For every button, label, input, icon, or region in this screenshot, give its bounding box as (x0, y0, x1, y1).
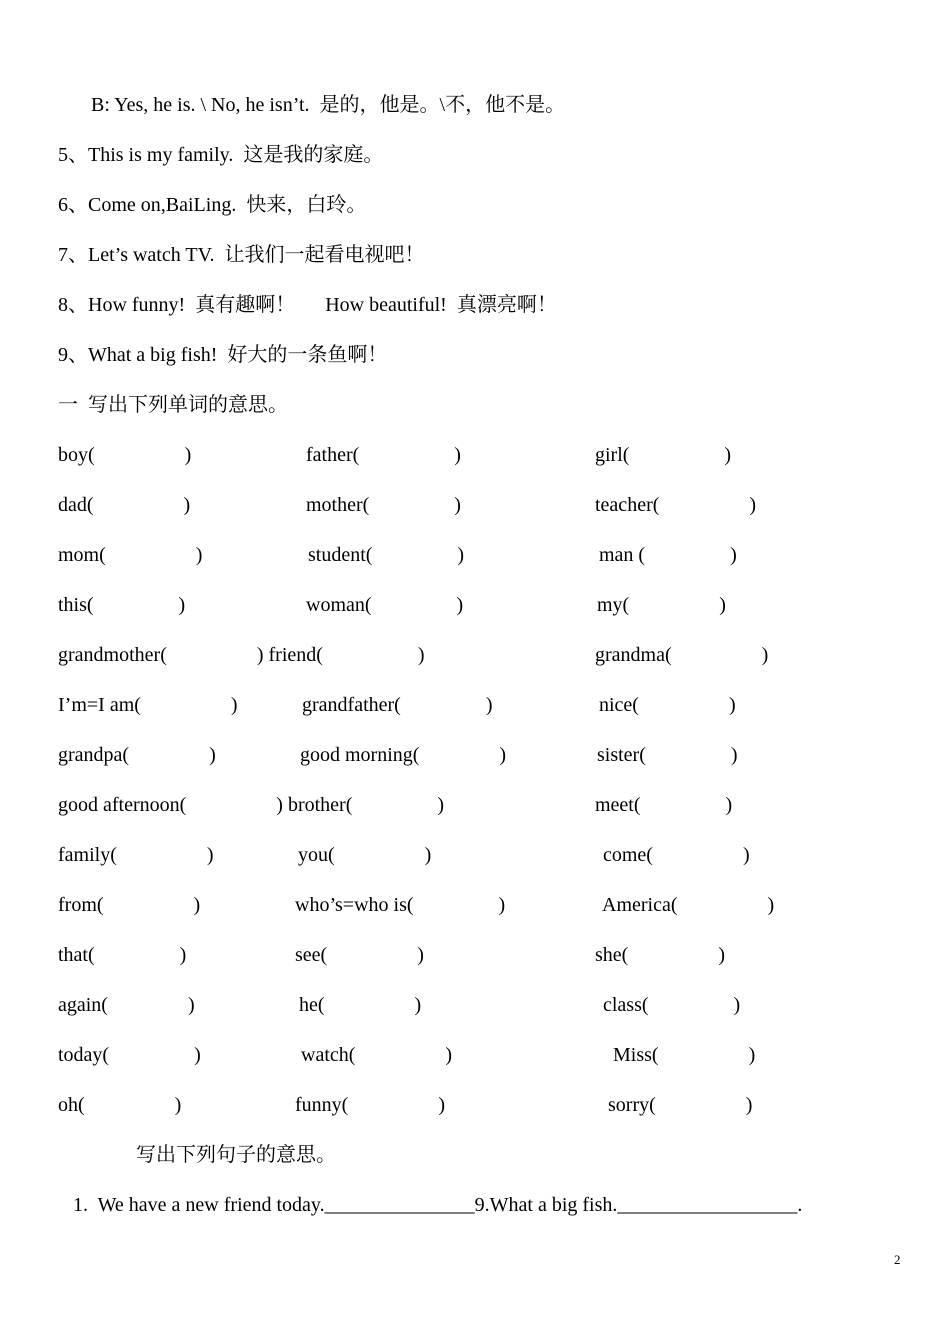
intro-line-6: 9、What a big fish! 好大的一条鱼啊！ (58, 344, 388, 366)
word-item: grandma( ) (595, 644, 769, 666)
word-item: from( ) (58, 894, 201, 916)
word-item: America( ) (602, 894, 775, 916)
word-item: teacher( ) (595, 494, 757, 516)
word-item: sorry( ) (608, 1094, 753, 1116)
word-item: you( ) (298, 844, 432, 866)
intro-line-1: B: Yes, he is. \ No, he isn’t. 是的，他是。\不，他不是。 (91, 94, 566, 116)
word-item: boy( ) (58, 444, 192, 466)
intro-line-3: 6、Come on,BaiLing. 快来，白玲。 (58, 194, 367, 216)
word-item: grandpa( ) (58, 744, 216, 766)
word-item: mom( ) (58, 544, 203, 566)
word-item: grandfather( ) (302, 694, 493, 716)
word-item: see( ) (295, 944, 424, 966)
sentence-line: 1. We have a new friend today._______________9.What a big fish.__________________. (73, 1194, 803, 1216)
word-item: student( ) (308, 544, 465, 566)
word-item: mother( ) (306, 494, 461, 516)
word-item: she( ) (595, 944, 725, 966)
word-item: father( ) (306, 444, 461, 466)
section-title-words: 一 写出下列单词的意思。 (58, 394, 288, 416)
word-item: man ( ) (599, 544, 737, 566)
word-item: my( ) (597, 594, 726, 616)
word-item: meet( ) (595, 794, 733, 816)
word-item: nice( ) (599, 694, 736, 716)
word-item: grandmother( ) friend( ) (58, 644, 425, 666)
word-item: watch( ) (301, 1044, 453, 1066)
word-item: funny( ) (295, 1094, 445, 1116)
word-item: good afternoon( ) brother( ) (58, 794, 445, 816)
word-item: again( ) (58, 994, 195, 1016)
word-item: good morning( ) (300, 744, 507, 766)
page-number: 2 (894, 1252, 901, 1267)
word-item: oh( ) (58, 1094, 182, 1116)
word-item: today( ) (58, 1044, 201, 1066)
word-item: I’m=I am( ) (58, 694, 238, 716)
word-item: sister( ) (597, 744, 738, 766)
word-item: come( ) (603, 844, 750, 866)
word-item: Miss( ) (613, 1044, 756, 1066)
word-item: girl( ) (595, 444, 732, 466)
intro-line-2: 5、This is my family. 这是我的家庭。 (58, 144, 384, 166)
word-item: this( ) (58, 594, 186, 616)
word-item: that( ) (58, 944, 187, 966)
section-title-sentences: 写出下列句子的意思。 (136, 1144, 336, 1166)
word-item: woman( ) (306, 594, 464, 616)
intro-line-4: 7、Let’s watch TV. 让我们一起看电视吧！ (58, 244, 425, 266)
word-item: who’s=who is( ) (295, 894, 506, 916)
word-item: class( ) (603, 994, 741, 1016)
word-item: he( ) (299, 994, 422, 1016)
intro-line-5: 8、How funny! 真有趣啊！ How beautiful! 真漂亮啊！ (58, 294, 557, 316)
word-item: dad( ) (58, 494, 191, 516)
word-item: family( ) (58, 844, 214, 866)
